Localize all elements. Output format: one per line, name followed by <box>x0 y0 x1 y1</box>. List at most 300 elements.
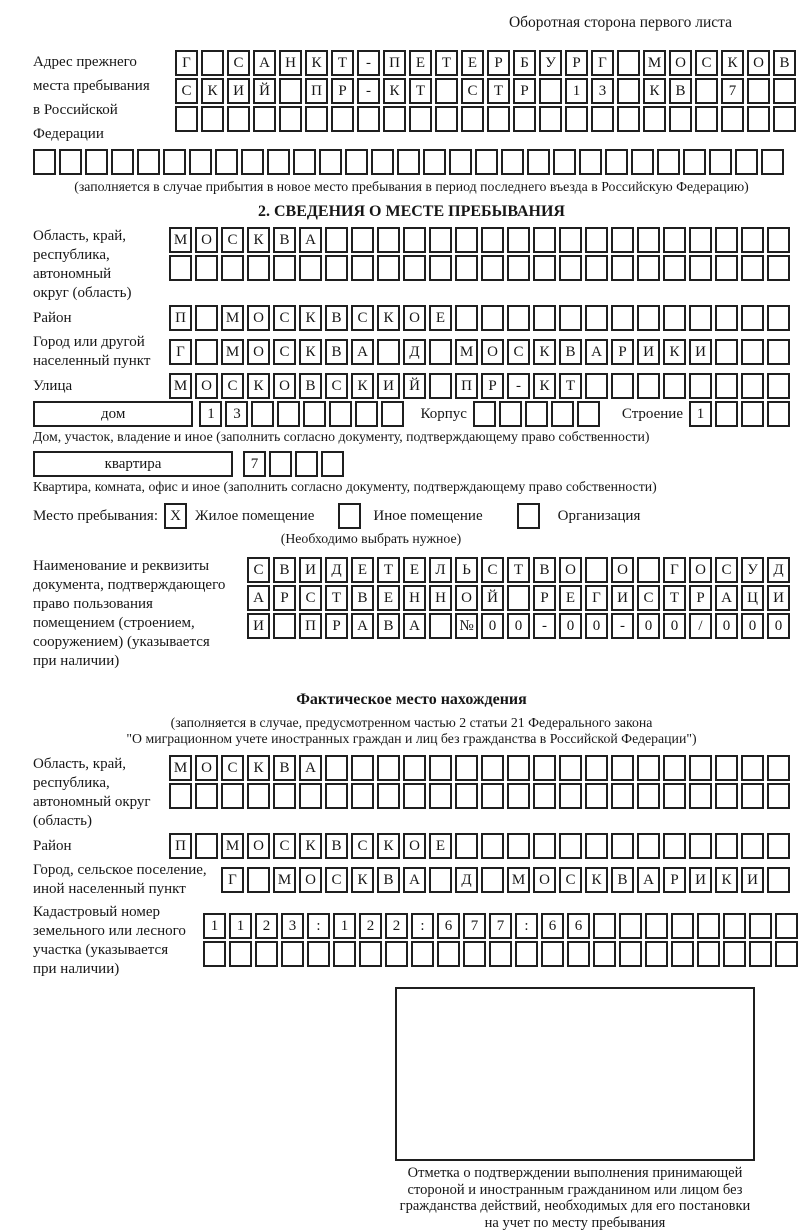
char-box <box>455 305 478 331</box>
char-box: 3 <box>225 401 248 427</box>
char-box <box>611 783 634 809</box>
char-box: Р <box>689 585 712 611</box>
char-box <box>741 227 764 253</box>
char-box <box>721 106 744 132</box>
char-box: В <box>611 867 634 893</box>
stamp-caption-line: стороной и иностранным гражданином или лицом без <box>376 1182 774 1199</box>
char-box: Й <box>253 78 276 104</box>
char-box <box>767 401 790 427</box>
char-box <box>455 755 478 781</box>
char-box: И <box>741 867 764 893</box>
char-box <box>695 106 718 132</box>
char-box <box>277 401 300 427</box>
char-box: 7 <box>463 913 486 939</box>
char-box <box>513 106 536 132</box>
char-box <box>507 255 530 281</box>
char-box <box>473 401 496 427</box>
fact-oblast-field <box>33 755 790 831</box>
char-box <box>463 941 486 967</box>
char-box <box>475 149 498 175</box>
char-box: Н <box>279 50 302 76</box>
oblast-row-2 <box>169 255 790 281</box>
char-box: Т <box>377 557 400 583</box>
char-box <box>435 106 458 132</box>
char-box: К <box>377 833 400 859</box>
char-box <box>215 149 238 175</box>
char-box <box>435 78 458 104</box>
gorod-row <box>169 339 790 365</box>
char-box: И <box>227 78 250 104</box>
kadastr-label-line: Кадастровый номер <box>33 903 203 922</box>
char-box <box>671 913 694 939</box>
char-box: О <box>455 585 478 611</box>
char-box: И <box>689 339 712 365</box>
char-box: Р <box>513 78 536 104</box>
char-box: А <box>351 613 374 639</box>
char-box <box>637 305 660 331</box>
char-box <box>689 255 712 281</box>
char-box: : <box>515 913 538 939</box>
char-box: М <box>455 339 478 365</box>
char-box: М <box>221 339 244 365</box>
kadastr-label-line: земельного или лесного <box>33 922 203 941</box>
section2-title: 2. СВЕДЕНИЯ О МЕСТЕ ПРЕБЫВАНИЯ <box>33 203 790 221</box>
char-box: С <box>695 50 718 76</box>
char-box <box>767 373 790 399</box>
char-box: Р <box>325 613 348 639</box>
char-box: 2 <box>255 913 278 939</box>
char-box <box>663 783 686 809</box>
document-field <box>33 557 790 671</box>
char-box: К <box>533 339 556 365</box>
char-box <box>585 833 608 859</box>
char-box: К <box>721 50 744 76</box>
char-box <box>299 783 322 809</box>
section3-caption-line: "О миграционном учете иностранных граждан и лиц без гражданства в Российской Федерации") <box>33 731 790 747</box>
char-box <box>539 106 562 132</box>
char-box <box>619 913 642 939</box>
char-box <box>403 755 426 781</box>
char-box: Т <box>487 78 510 104</box>
char-box <box>247 255 270 281</box>
char-box: 0 <box>741 613 764 639</box>
char-box: К <box>299 339 322 365</box>
char-box <box>697 913 720 939</box>
char-box <box>559 783 582 809</box>
char-box <box>553 149 576 175</box>
char-box: В <box>669 78 692 104</box>
char-box: К <box>377 305 400 331</box>
char-box <box>481 867 504 893</box>
char-box: О <box>481 339 504 365</box>
document-row-2 <box>247 585 790 611</box>
mesto-option-label: Жилое помещение <box>195 508 314 525</box>
char-box: П <box>305 78 328 104</box>
char-box <box>175 106 198 132</box>
char-box <box>221 783 244 809</box>
char-box: О <box>689 557 712 583</box>
char-box <box>251 401 274 427</box>
char-box: 1 <box>199 401 222 427</box>
char-box <box>325 783 348 809</box>
char-box <box>195 255 218 281</box>
char-box: Р <box>481 373 504 399</box>
char-box: К <box>305 50 328 76</box>
fact-gorod-label-line: иной населенный пункт <box>33 880 207 899</box>
char-box <box>591 106 614 132</box>
char-box: Т <box>325 585 348 611</box>
char-box <box>377 783 400 809</box>
char-box <box>611 227 634 253</box>
char-box <box>747 106 770 132</box>
char-box <box>371 149 394 175</box>
char-box: Т <box>507 557 530 583</box>
char-box <box>775 941 798 967</box>
char-box <box>697 941 720 967</box>
char-box: М <box>273 867 296 893</box>
char-box: К <box>585 867 608 893</box>
char-box <box>645 913 668 939</box>
char-box: И <box>299 557 322 583</box>
char-box <box>333 941 356 967</box>
char-box <box>617 78 640 104</box>
char-box <box>663 227 686 253</box>
char-box <box>559 833 582 859</box>
char-box <box>329 401 352 427</box>
raion-label: Район <box>33 309 72 328</box>
char-box <box>429 755 452 781</box>
char-box: К <box>247 755 270 781</box>
fact-raion-label: Район <box>33 837 72 856</box>
prev-address-label-line: в Российской <box>33 98 175 122</box>
fact-oblast-row-2 <box>169 783 790 809</box>
char-box: А <box>715 585 738 611</box>
fact-gorod-label-line: Город, сельское поселение, <box>33 861 207 880</box>
char-box <box>281 941 304 967</box>
char-box: С <box>325 867 348 893</box>
char-box: : <box>411 913 434 939</box>
char-box: М <box>643 50 666 76</box>
mesto-caption: (Необходимо выбрать нужное) <box>241 531 501 547</box>
char-box <box>559 305 582 331</box>
char-box: У <box>539 50 562 76</box>
mesto-label: Место пребывания: <box>33 508 158 525</box>
char-box: С <box>273 339 296 365</box>
char-box <box>273 613 296 639</box>
document-row-1 <box>247 557 790 583</box>
char-box: Й <box>481 585 504 611</box>
ulitsa-field <box>33 373 790 399</box>
char-box: О <box>669 50 692 76</box>
char-box <box>269 451 292 477</box>
char-box <box>533 833 556 859</box>
char-box <box>585 305 608 331</box>
char-box <box>695 78 718 104</box>
stamp-box <box>395 987 755 1161</box>
char-box <box>761 149 784 175</box>
char-box <box>253 106 276 132</box>
char-box: В <box>377 867 400 893</box>
dom-field <box>33 401 790 427</box>
char-box <box>689 833 712 859</box>
char-box: А <box>637 867 660 893</box>
char-box <box>377 339 400 365</box>
char-box: Л <box>429 557 452 583</box>
stamp-caption <box>376 1165 774 1231</box>
char-box <box>741 833 764 859</box>
char-box <box>631 149 654 175</box>
raion-row <box>169 305 790 331</box>
char-box: О <box>247 305 270 331</box>
char-box <box>481 783 504 809</box>
dom-caption: Дом, участок, владение и иное (заполнить согласно документу, подтверждающему право собственности) <box>33 429 790 445</box>
char-box <box>429 255 452 281</box>
char-box: В <box>377 613 400 639</box>
prev-address-field <box>33 50 790 146</box>
char-box <box>585 227 608 253</box>
char-box <box>355 401 378 427</box>
char-box <box>59 149 82 175</box>
char-box: В <box>533 557 556 583</box>
char-box: 7 <box>721 78 744 104</box>
char-box: Д <box>455 867 478 893</box>
char-box: О <box>533 867 556 893</box>
char-box <box>663 755 686 781</box>
char-box <box>499 401 522 427</box>
prev-address-label-line: Федерации <box>33 122 175 146</box>
char-box: В <box>351 585 374 611</box>
dom-label-box: дом <box>33 401 193 427</box>
char-box <box>663 305 686 331</box>
char-box <box>709 149 732 175</box>
char-box: О <box>195 755 218 781</box>
char-box <box>749 941 772 967</box>
char-box <box>241 149 264 175</box>
char-box: А <box>403 613 426 639</box>
char-box <box>507 833 530 859</box>
char-box: С <box>221 227 244 253</box>
char-box <box>409 106 432 132</box>
char-box <box>689 227 712 253</box>
char-box: С <box>715 557 738 583</box>
char-box: Н <box>403 585 426 611</box>
char-box: С <box>507 339 530 365</box>
char-box: 6 <box>567 913 590 939</box>
char-box <box>489 941 512 967</box>
stamp-caption-line: Отметка о подтверждении выполнения принимающей <box>376 1165 774 1182</box>
char-box <box>577 401 600 427</box>
char-box <box>741 373 764 399</box>
prev-address-row-1 <box>175 50 796 76</box>
oblast-label-line: республика, <box>33 246 153 265</box>
char-box <box>279 106 302 132</box>
char-box: Т <box>435 50 458 76</box>
char-box <box>411 941 434 967</box>
fact-oblast-label-line: Область, край, <box>33 755 169 774</box>
char-box <box>585 255 608 281</box>
char-box: Е <box>559 585 582 611</box>
char-box <box>611 373 634 399</box>
section3-caption-line: (заполняется в случае, предусмотренном частью 2 статьи 21 Федерального закона <box>33 715 790 731</box>
char-box <box>715 305 738 331</box>
char-box <box>617 106 640 132</box>
char-box <box>345 149 368 175</box>
char-box <box>767 227 790 253</box>
char-box <box>735 149 758 175</box>
char-box <box>741 783 764 809</box>
kadastr-field <box>33 903 790 979</box>
char-box: Й <box>403 373 426 399</box>
mesto-checkbox-zhiloe: X <box>164 503 187 529</box>
char-box <box>775 913 798 939</box>
char-box <box>429 613 452 639</box>
char-box <box>319 149 342 175</box>
prev-address-row-3 <box>175 106 796 132</box>
char-box <box>295 451 318 477</box>
char-box <box>163 149 186 175</box>
oblast-label-line: Область, край, <box>33 227 153 246</box>
char-box: М <box>507 867 530 893</box>
char-box <box>533 783 556 809</box>
char-box <box>559 227 582 253</box>
page-side-note: Оборотная сторона первого листа <box>33 14 790 32</box>
char-box <box>33 149 56 175</box>
char-box <box>533 255 556 281</box>
char-box: И <box>247 613 270 639</box>
document-label-line: при наличии) <box>33 652 243 671</box>
char-box <box>221 255 244 281</box>
document-label-line: право пользования <box>33 595 243 614</box>
char-box <box>715 755 738 781</box>
char-box <box>637 557 660 583</box>
char-box: П <box>383 50 406 76</box>
char-box: К <box>715 867 738 893</box>
raion-field <box>33 305 790 331</box>
char-box <box>449 149 472 175</box>
char-box <box>201 50 224 76</box>
char-box <box>507 783 530 809</box>
char-box: Р <box>487 50 510 76</box>
char-box: О <box>747 50 770 76</box>
char-box: 6 <box>437 913 460 939</box>
char-box: О <box>559 557 582 583</box>
char-box: А <box>403 867 426 893</box>
char-box <box>619 941 642 967</box>
prev-address-overflow-row <box>33 149 790 175</box>
char-box <box>567 941 590 967</box>
char-box <box>461 106 484 132</box>
char-box <box>611 305 634 331</box>
stamp-area <box>395 987 793 1231</box>
char-box: 2 <box>385 913 408 939</box>
char-box <box>429 373 452 399</box>
char-box <box>359 941 382 967</box>
char-box <box>689 783 712 809</box>
oblast-label-line: автономный <box>33 265 153 284</box>
kvartira-row <box>243 451 344 477</box>
char-box <box>377 255 400 281</box>
oblast-row-1 <box>169 227 790 253</box>
char-box: М <box>221 305 244 331</box>
char-box <box>773 106 796 132</box>
char-box <box>351 755 374 781</box>
char-box: К <box>533 373 556 399</box>
char-box: С <box>273 305 296 331</box>
char-box: В <box>773 50 796 76</box>
char-box: К <box>351 373 374 399</box>
char-box: Е <box>409 50 432 76</box>
char-box <box>767 833 790 859</box>
char-box: Р <box>273 585 296 611</box>
char-box <box>585 755 608 781</box>
char-box <box>247 783 270 809</box>
char-box: С <box>227 50 250 76</box>
kadastr-row-1 <box>203 913 798 939</box>
char-box: К <box>299 305 322 331</box>
char-box <box>455 833 478 859</box>
gorod-field <box>33 333 790 371</box>
char-box: 0 <box>559 613 582 639</box>
char-box: О <box>247 339 270 365</box>
char-box <box>715 255 738 281</box>
char-box <box>273 783 296 809</box>
char-box: 7 <box>489 913 512 939</box>
char-box: - <box>611 613 634 639</box>
char-box <box>741 401 764 427</box>
char-box: 1 <box>333 913 356 939</box>
char-box: М <box>221 833 244 859</box>
char-box <box>397 149 420 175</box>
char-box <box>715 783 738 809</box>
char-box <box>195 833 218 859</box>
char-box <box>559 755 582 781</box>
char-box <box>741 755 764 781</box>
char-box <box>715 227 738 253</box>
fact-raion-field <box>33 833 790 859</box>
char-box <box>507 585 530 611</box>
char-box <box>403 783 426 809</box>
document-label-line: сооружением) (указывается <box>33 633 243 652</box>
char-box: 1 <box>229 913 252 939</box>
char-box <box>351 227 374 253</box>
char-box: О <box>273 373 296 399</box>
char-box <box>585 783 608 809</box>
char-box: Г <box>585 585 608 611</box>
char-box: К <box>383 78 406 104</box>
char-box <box>255 941 278 967</box>
char-box: О <box>299 867 322 893</box>
char-box <box>741 339 764 365</box>
char-box: Ь <box>455 557 478 583</box>
char-box <box>663 833 686 859</box>
document-row-3 <box>247 613 790 639</box>
char-box <box>767 867 790 893</box>
char-box <box>637 755 660 781</box>
char-box: 0 <box>637 613 660 639</box>
char-box: В <box>325 833 348 859</box>
char-box <box>377 227 400 253</box>
char-box: Д <box>403 339 426 365</box>
char-box <box>325 255 348 281</box>
document-label-line: Наименование и реквизиты <box>33 557 243 576</box>
char-box: В <box>273 227 296 253</box>
oblast-field <box>33 227 790 303</box>
char-box <box>605 149 628 175</box>
char-box <box>767 255 790 281</box>
fact-raion-row <box>169 833 790 859</box>
char-box <box>455 783 478 809</box>
char-box: Б <box>513 50 536 76</box>
